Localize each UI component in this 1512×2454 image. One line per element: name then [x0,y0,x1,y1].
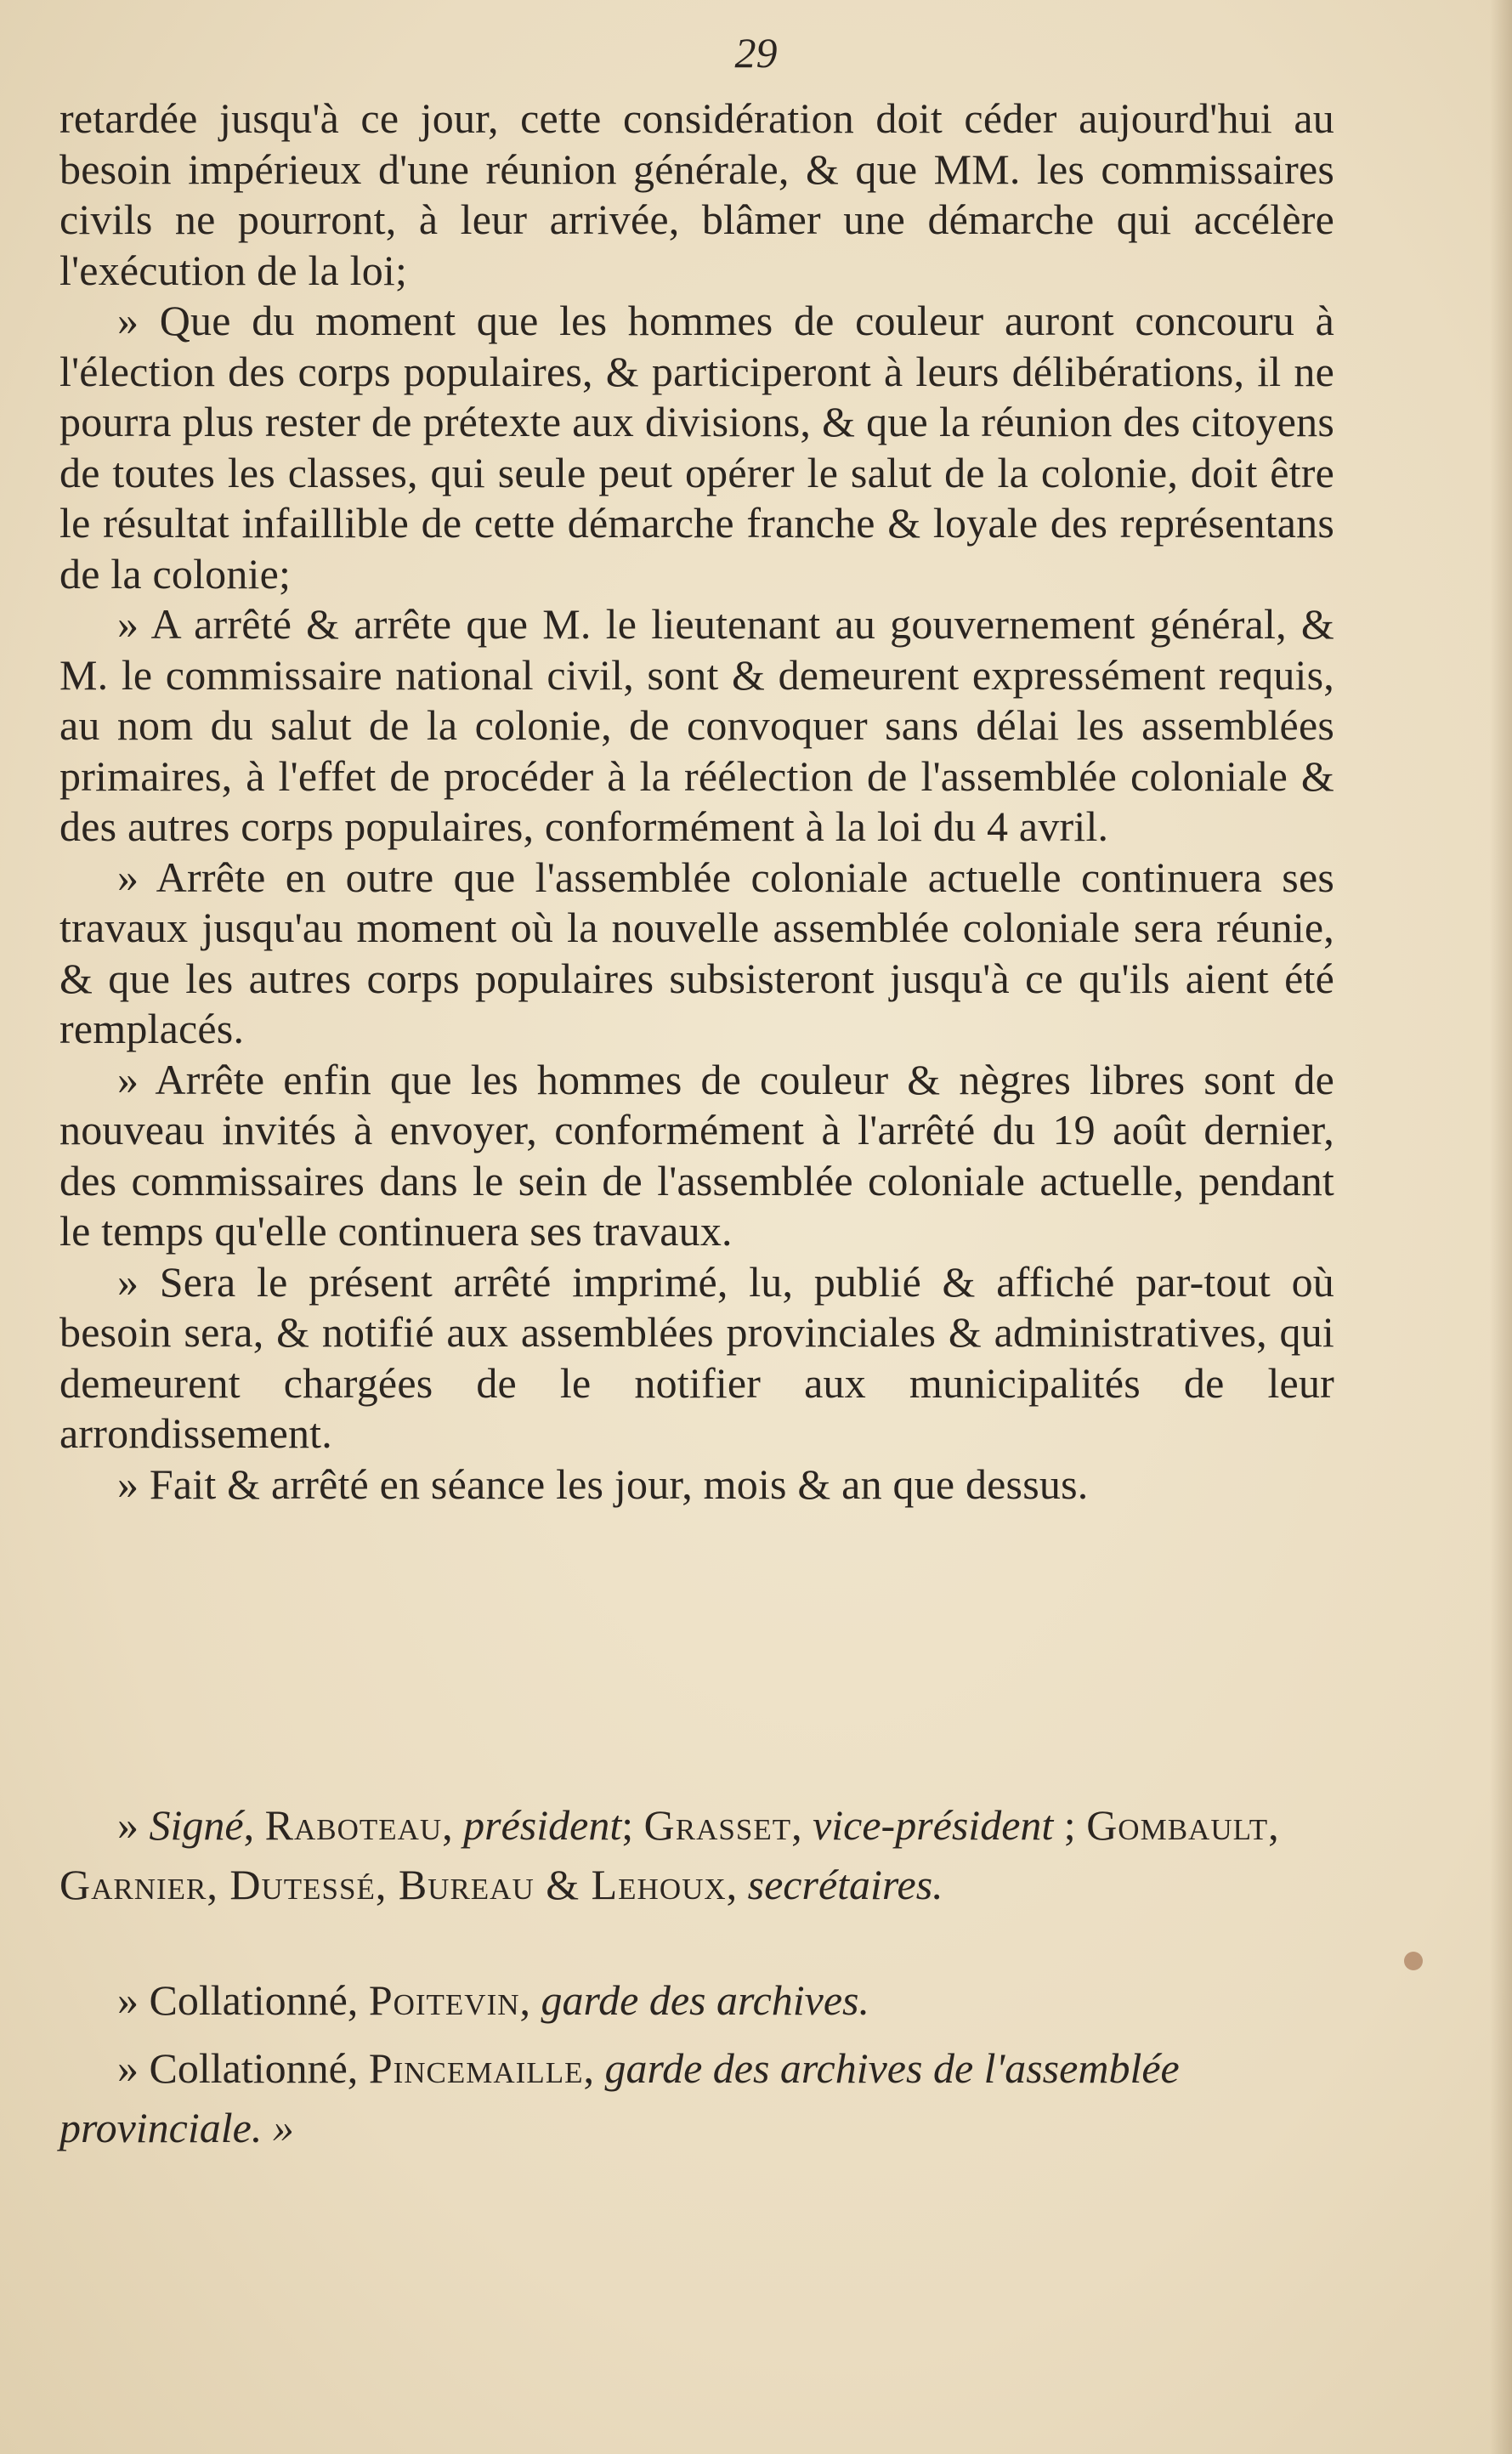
paragraph-1: retardée jusqu'à ce jour, cette considération doit céder aujourd'hui au besoin impérieux d'une réunion générale, & que MM. les commissaires civils ne pourront, à leur arrivée, blâmer une démarche qui accélère l'exécution de la loi; [59,94,1334,294]
collation-pincemaille: » Collationné, Pincemaille, garde des archives de l'assemblée provinciale. » [59,2044,1180,2151]
collation-poitevin: » Collationné, Poitevin, garde des archives. [117,1976,870,2024]
paper-stain [1404,1952,1423,1970]
provincial-archivist-name: Pincemaille [368,2044,584,2092]
paragraph-3: » A arrêté & arrête que M. le lieutenant au gouvernement général, & M. le commissaire national civil, sont & demeurent expressément requis, au nom du salut de la colonie, de convoquer sans délai les assemblées primaires, à l'effet de procéder à la réélection de l'assemblée coloniale & des autres corps populaires, conformément à la loi du 4 avril. [59,600,1334,850]
page-edge-shadow [1490,0,1512,2454]
secretaries-names: Gombault, Garnier, Dutessé, Bureau & Lehoux [59,1801,1280,1908]
archivist-title: garde des archives. [541,1976,870,2024]
page-number: 29 [734,29,778,77]
secretaries-title: secrétaires. [747,1861,943,1908]
paragraph-7: » Fait & arrêté en séance les jour, mois & an que dessus. [117,1459,1089,1508]
paragraph-2: » Que du moment que les hommes de couleur auront concouru à l'élection des corps populaires, & participeront à leurs délibérations, il ne pourra plus rester de prétexte aux divisions, & que la réunion des citoyens de toutes les classes, qui seule peut opérer le salut de la colonie, doit être le résultat infaillible de cette démarche franche & loyale des représentans de la colonie; [59,297,1334,598]
body-text [59,94,1334,1510]
signature-block: » Signé, Raboteau, président; Grasset, vice-président ; Gombault, Garnier, Dutessé, Bureau & Lehoux, secrétaires. [59,1801,1280,1908]
vice-president-name: Grasset [643,1801,792,1849]
paragraph-6: » Sera le présent arrêté imprimé, lu, publié & affiché par-tout où besoin sera, & notifié aux assemblées provinciales & administratives, qui demeurent chargées de le notifier aux municipalités de leur arrondissement. [59,1257,1334,1457]
archivist-name: Poitevin [368,1976,520,2024]
paragraph-5: » Arrête enfin que les hommes de couleur & nègres libres sont de nouveau invités à envoyer, conformément à l'arrêté du 19 août dernier, des commissaires dans le sein de l'assemblée coloniale actuelle, pendant le temps qu'elle continuera ses travaux. [59,1055,1334,1255]
signe-label: Signé [149,1801,244,1849]
president-title: président [463,1801,622,1849]
quote-mark: » [117,1801,150,1849]
provincial-archivist-title: garde des archives de l'assemblée provinciale. » [59,2044,1180,2151]
paragraph-4: » Arrête en outre que l'assemblée coloniale actuelle continuera ses travaux jusqu'au moment où la nouvelle assemblée coloniale sera réunie, & que les autres corps populaires subsisteront jusqu'à ce qu'ils aient été remplacés. [59,853,1334,1052]
vice-president-title: vice-président [813,1801,1054,1849]
president-name: Raboteau [264,1801,443,1849]
